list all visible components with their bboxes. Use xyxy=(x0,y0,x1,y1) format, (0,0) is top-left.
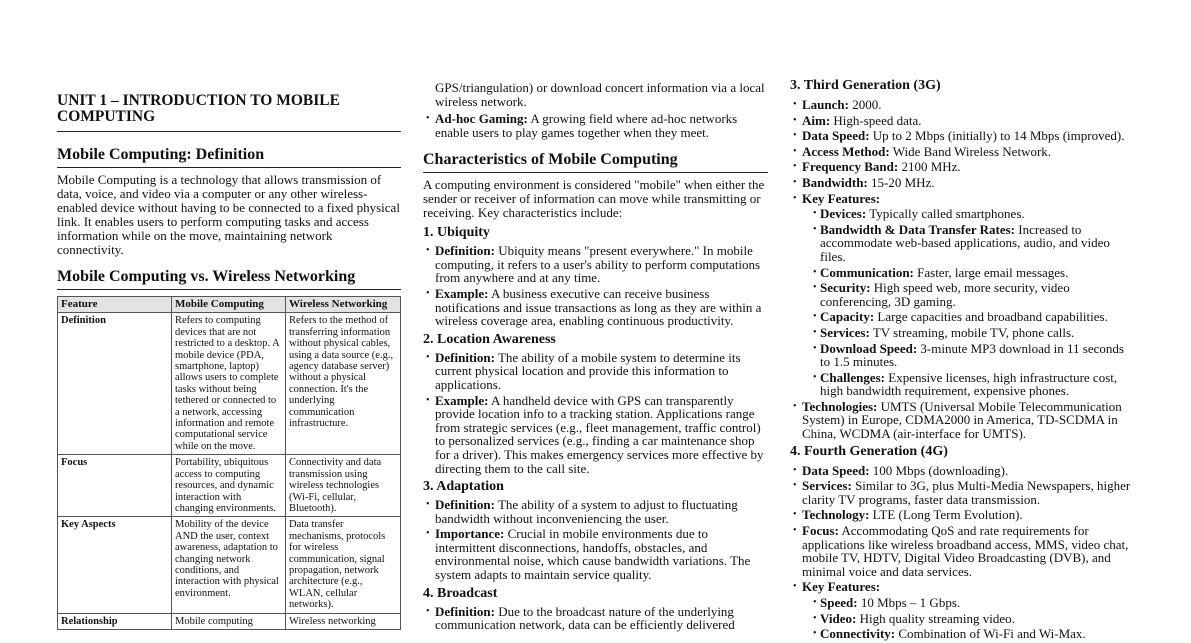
table-row xyxy=(58,613,401,629)
list-item xyxy=(790,114,1135,128)
table-row xyxy=(58,313,401,455)
table-header-cell: Feature xyxy=(58,297,172,313)
item-text: A growing field where ad-hoc networks enable users to play games together when they meet. xyxy=(435,111,738,140)
column-3-content xyxy=(790,78,1135,643)
4g-features-list xyxy=(810,596,1135,641)
item-text: Increased to accommodate web-based applications, audio, and video files. xyxy=(820,221,1110,264)
item-label: Example: xyxy=(435,392,489,408)
item-text: 10 Mbps – 1 Gbps. xyxy=(857,595,961,610)
item-text: A handheld device with GPS can transparently provide location info to a tracking station. Applications range from strategic services (e.g., fleet management, traffic control) to personalized services (e.g., finding a car maintenance shop for a driver). This makes emergency services more effective by directing them to the call site. xyxy=(435,392,764,476)
list-item xyxy=(423,527,768,581)
table-cell-feature: Definition xyxy=(58,313,172,455)
list-item xyxy=(810,310,1135,324)
item-text: 100 Mbps (downloading). xyxy=(869,462,1009,478)
list-item xyxy=(810,207,1135,221)
item-text: Up to 2 Mbps (initially) to 14 Mbps (improved). xyxy=(869,128,1125,144)
definition-heading: Mobile Computing: Definition xyxy=(57,146,401,168)
item-label: Technology: xyxy=(802,507,870,523)
characteristics-intro: A computing environment is considered "mobile" when either the sender or receiver of information can move while transmitting or receiving. Key characteristics include: xyxy=(423,177,765,221)
item-label: Capacity: xyxy=(820,309,875,325)
list-item xyxy=(790,129,1135,143)
list-item xyxy=(810,627,1135,641)
3g-features-list xyxy=(810,207,1135,398)
item-label: Definition: xyxy=(435,603,495,619)
item-text: The ability of a mobile system to determine its current physical location and provide this information to applications. xyxy=(435,349,741,392)
broadcast-list xyxy=(423,605,768,632)
item-label: Bandwidth: xyxy=(802,174,868,190)
list-item xyxy=(810,326,1135,340)
item-text: Combination of Wi-Fi and Wi-Max. xyxy=(895,626,1086,642)
list-item xyxy=(790,160,1135,174)
item-text: Due to the broadcast nature of the underlying communication network, data can be efficiently delivered xyxy=(435,603,735,633)
item-text: Wide Band Wireless Network. xyxy=(889,143,1052,159)
list-item xyxy=(423,244,768,285)
item-text: Expensive licenses, high infrastructure cost, high bandwidth requirement, expensive phones. xyxy=(820,369,1118,399)
list-item xyxy=(423,498,768,525)
item-label: Importance: xyxy=(435,526,505,542)
item-label: Key Features: xyxy=(802,190,881,206)
item-text: TV streaming, mobile TV, phone calls. xyxy=(869,324,1075,340)
adhoc-list xyxy=(423,112,768,139)
4g-heading: 4. Fourth Generation (4G) xyxy=(790,443,948,459)
item-label: Bandwidth & Data Transfer Rates: xyxy=(820,221,1016,237)
4g-list xyxy=(790,464,1135,641)
table-cell: Refers to the method of transferring information without physical cables, using a data source (e.g., agency database server) without a physical connection. It's the underlying communication infrastructure. xyxy=(286,313,401,455)
item-text: UMTS (Universal Mobile Telecommunication System) in Europe, CDMA2000 in America, TD-SCDMA in China, WCDMA (air-interface for UMTS). xyxy=(802,398,1122,442)
item-label: Security: xyxy=(820,280,871,296)
adaptation-list xyxy=(423,498,768,582)
list-item xyxy=(790,192,1135,398)
item-text: Similar to 3G, plus Multi-Media Newspapers, higher clarity TV programs, faster data transmission. xyxy=(802,478,1131,507)
list-item xyxy=(810,266,1135,280)
item-label: Ad-hoc Gaming: xyxy=(435,111,528,126)
list-item xyxy=(790,400,1135,441)
table-cell: Data transfer mechanisms, protocols for wireless communication, signal propagation, network architecture (e.g., WLAN, cellular networks). xyxy=(286,517,401,613)
ubiquity-heading: 1. Ubiquity xyxy=(423,225,490,241)
item-label: Aim: xyxy=(802,112,831,128)
item-label: Frequency Band: xyxy=(802,159,899,175)
list-item xyxy=(423,351,768,392)
definition-section xyxy=(57,146,401,257)
location-list xyxy=(423,351,768,475)
comparison-table xyxy=(57,296,401,630)
table-cell: Wireless networking xyxy=(286,613,401,629)
item-text: High quality streaming video. xyxy=(856,610,1015,626)
item-text: Crucial in mobile environments due to intermittent disconnections, handoffs, obstacles, and environmental noise, which cause bandwidth variations. The system adapts to maintain service quality. xyxy=(435,526,751,583)
item-label: Definition: xyxy=(435,243,495,259)
continued-text: GPS/triangulation) or download concert information via a local wireless network. xyxy=(435,80,765,109)
list-item xyxy=(790,524,1135,578)
item-text: 15-20 MHz. xyxy=(867,174,935,190)
list-item xyxy=(790,98,1135,112)
item-text: Ubiquity means "present everywhere." In mobile computing, it refers to a user's ability to perform computations from anywhere and at any time. xyxy=(435,243,761,286)
item-text: Typically called smartphones. xyxy=(866,206,1025,222)
item-text: 3-minute MP3 download in 11 seconds to 1.5 minutes. xyxy=(820,340,1124,370)
item-label: Definition: xyxy=(435,497,495,513)
ubiquity-list xyxy=(423,244,768,328)
list-item xyxy=(810,596,1135,610)
item-text: A business executive can receive business notifications and issue transactions as long as they are within a wireless coverage area, enabling continuous productivity. xyxy=(435,285,762,329)
item-label: Example: xyxy=(435,285,489,301)
list-item xyxy=(423,605,768,632)
item-text: Large capacities and broadband capabilities. xyxy=(874,309,1108,325)
table-header-cell: Mobile Computing xyxy=(172,297,286,313)
item-text: The ability of a system to adjust to fluctuating bandwidth without inconveniencing the user. xyxy=(435,497,738,526)
comparison-heading: Mobile Computing vs. Wireless Networking xyxy=(57,268,401,290)
table-cell-feature: Key Aspects xyxy=(58,517,172,613)
list-item xyxy=(790,479,1135,506)
item-label: Services: xyxy=(820,324,870,340)
item-label: Connectivity: xyxy=(820,626,896,642)
broadcast-heading: 4. Broadcast xyxy=(423,585,498,601)
table-cell-feature: Focus xyxy=(58,455,172,517)
list-item xyxy=(790,464,1135,478)
item-label: Devices: xyxy=(820,206,867,222)
list-item xyxy=(810,371,1135,398)
item-label: Data Speed: xyxy=(802,128,870,144)
list-item xyxy=(790,145,1135,159)
column-2-content xyxy=(423,81,768,634)
list-item xyxy=(790,580,1135,640)
list-item xyxy=(810,281,1135,308)
table-cell: Mobility of the device AND the user, context awareness, adaptation to changing network conditions, and interaction with physical environment. xyxy=(172,517,286,613)
table-header-row xyxy=(58,297,401,313)
item-text: Faster, large email messages. xyxy=(913,264,1069,280)
item-label: Key Features: xyxy=(802,579,881,595)
item-label: Communication: xyxy=(820,264,914,280)
table-row xyxy=(58,455,401,517)
item-text: High speed web, more security, video conferencing, 3D gaming. xyxy=(820,280,1070,309)
item-label: Services: xyxy=(802,478,852,494)
item-label: Challenges: xyxy=(820,369,885,385)
list-item xyxy=(423,394,768,476)
item-label: Technologies: xyxy=(802,398,878,414)
list-item xyxy=(790,176,1135,190)
table-cell-feature: Relationship xyxy=(58,613,172,629)
item-text: 2000. xyxy=(848,97,882,112)
list-item xyxy=(790,508,1135,522)
list-item xyxy=(810,342,1135,369)
item-label: Download Speed: xyxy=(820,340,918,356)
3g-heading: 3. Third Generation (3G) xyxy=(790,78,941,93)
unit-title: UNIT 1 – INTRODUCTION TO MOBILE COMPUTING xyxy=(57,93,401,132)
table-cell: Refers to computing devices that are not restricted to a desktop. A mobile device (PDA, smartphone, laptop) allows users to complete tasks without being tethered or connected to a network, accessing information and remote computational service while on the move. xyxy=(172,313,286,455)
item-label: Focus: xyxy=(802,523,839,539)
list-item xyxy=(810,612,1135,626)
item-text: Accommodating QoS and rate requirements for applications like wireless broadband access, MMS, video chat, mobile TV, HDTV, Digital Video Broadcasting (DVB), and minimal voice and data services. xyxy=(802,523,1129,579)
list-item xyxy=(423,112,768,139)
item-label: Data Speed: xyxy=(802,462,870,478)
item-label: Speed: xyxy=(820,595,858,610)
item-label: Definition: xyxy=(435,349,495,365)
table-cell: Connectivity and data transmission using wireless technologies (Wi-Fi, cellular, Bluetooth). xyxy=(286,455,401,517)
table-row xyxy=(58,517,401,613)
table-header-cell: Wireless Networking xyxy=(286,297,401,313)
item-label: Access Method: xyxy=(802,143,890,159)
location-heading: 2. Location Awareness xyxy=(423,331,556,347)
list-item xyxy=(810,223,1135,264)
3g-list xyxy=(790,98,1135,441)
characteristics-heading: Characteristics of Mobile Computing xyxy=(423,151,768,173)
list-item xyxy=(423,287,768,328)
adaptation-heading: 3. Adaptation xyxy=(423,479,504,495)
item-label: Video: xyxy=(820,610,857,626)
item-text: High-speed data. xyxy=(830,112,922,128)
table-cell: Portability, ubiquitous access to computing resources, and dynamic interaction with changing environments. xyxy=(172,455,286,517)
definition-text: Mobile Computing is a technology that allows transmission of data, voice, and video via a computer or any other wireless-enabled device without having to be connected to a fixed physical link. It enables users to perform computing tasks and access information while on the move, maintaining network connectivity. xyxy=(57,172,400,257)
table-cell: Mobile computing xyxy=(172,613,286,629)
item-text: LTE (Long Term Evolution). xyxy=(869,507,1023,523)
comparison-section xyxy=(57,268,401,630)
item-label: Launch: xyxy=(802,97,849,112)
item-text: 2100 MHz. xyxy=(898,159,961,175)
